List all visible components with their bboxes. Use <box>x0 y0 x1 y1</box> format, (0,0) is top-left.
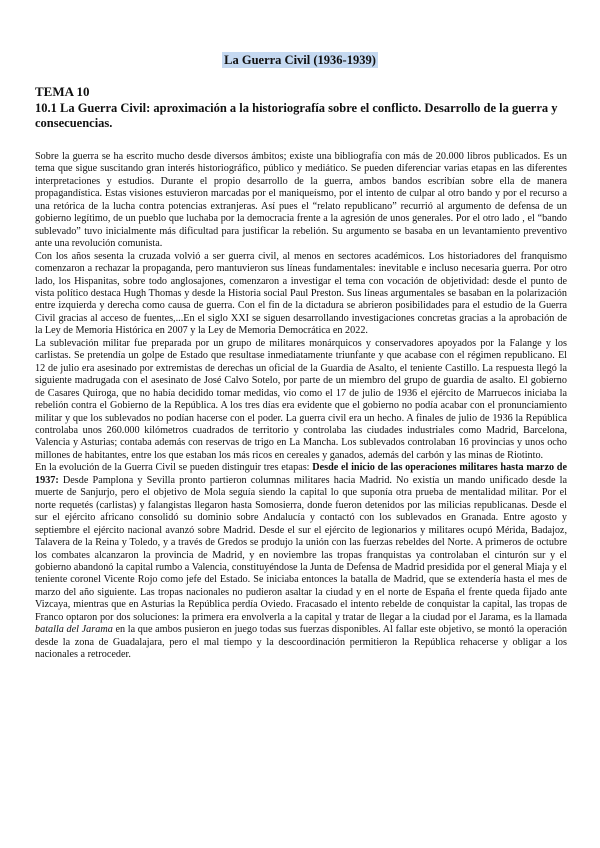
uprising-end-text: El 12 de julio era asesinado por extremistas de derechas un oficial de la Guardia de Asalto, el teniente Castillo. La respuesta llegó la siguiente madrugada con el asesinato de José Calvo Sotelo, por parte de un miembro del grupo de guardia de asalto. El gobierno de Casares Quiroga, que no había decidido tomar medidas, vio como el 17 de julio de 1936 el ejército de Marruecos iniciaba la rebelión contra el Gobierno de la República. A los tres días era evidente que el gobierno no podía acabar con el pronunciamiento militar y que los sublevados no podían hacerse con el poder. La guerra civil era un hecho. A finales de julio de 1936 la República controlaba unos 260.000 kilómetros cuadrados de territorio y controlaba las ciudades industriales como Madrid, Barcelona, Valencia y Asturias; contaba además con reservas de trigo en La Mancha. Los sublevados controlaban 16 provincias y unos ocho millones de habitantes, entre los que estaban los más ricos en cereales y ganados, además del carbón y las minas de Riotinto. <box>35 350 567 461</box>
document-body <box>35 151 567 662</box>
paragraph-historiography: Sobre la guerra se ha escrito mucho desde diversos ámbitos; existe una bibliografía con más de 20.000 libros publicados. Es un tema que sigue suscitando gran interés historiográfico, público y mediático. Se pueden diferenciar varias etapas en las diferentes interpretaciones y estudios. Durante el propio desarrollo de la guerra, ambos bandos escribían sobre ella de manera propagandística. Estas visiones estuvieron marcadas por el maniqueísmo, por el intento de culpar al otro bando y por el recurso a una retórica de la lucha contra potencias extranjeras. Así pues el “relato republicano” recurrió al argumento de defensa de un gobierno legítimo, de un pueblo que luchaba por la democracia frente a la agresión de unos generales. Por el otro lado , el “bando sublevado” tuvo inicialmente más dificultad para justificar la rebelión. Su argumento se basaba en un levantamiento preventivo ante una revolución comunista. <box>35 151 567 250</box>
stage-one-heading: Desde el inicio de las operaciones militares hasta marzo de 1937: <box>35 462 567 486</box>
jarama-battle-term: batalla del Jarama <box>35 624 113 636</box>
stages-text-2: en la que ambos pusieron en juego todas sus fuerzas disponibles. Al fallar este objetivo, se montó la operación desde la zona de Guadalajara, pero el mal tiempo y la descoordinación permitieron la República rehacerse y obligar a los nacionales a retroceder. <box>35 624 568 661</box>
title-wrap <box>0 51 600 69</box>
uprising-start-text: La sublevación militar fue preparada por un grupo de militares monárquicos y conservadores apoyados por la Falange y los carlistas. Se pretendía un golpe de Estado que resultase inmediatamente triunfante y que acabase con el régimen republicano. <box>35 337 567 362</box>
paragraph-stages <box>35 462 567 661</box>
stages-intro: En la evolución de la Guerra Civil se pueden distinguir tres etapas: <box>35 462 313 474</box>
document-title: La Guerra Civil (1936-1939) <box>224 53 376 67</box>
stages-text-1: Desde Pamplona y Sevilla pronto partieron columnas militares hacia Madrid. No existía un mando unificado desde la muerte de Sanjurjo, pero el objetivo de Mola seguía siendo la capital lo que suponía otra prueba de mentalidad militar. Por el norte requetés (carlistas) y falangistas llegaron hasta Somosierra, donde fueron detenidos por las milicias republicanas. Desde el sur el ejército africano consolidó su dominio sobre Andalucía y contactó con los sublevados en Granada. Entre agosto y septiembre el ejército nacional avanzó sobre Madrid. Desde el sur el ejército de legionarios y militares ocupó Mérida, Badajoz, Talavera de la Reina y Toledo, y a través de Gredos se produjo la unión con las fuerzas rebeldes del Norte. A primeros de octubre los combates alcanzaron la provincia de Madrid, y en noviembre las tropas franquistas ya controlaban el cinturón sur y el gobierno abandonó la capital rumbo a Valencia, constituyéndose la Junta de Defensa de Madrid presidida por el general Miaja y el teniente coronel Vicente Rojo como jefe del Estado. Se iniciaba entonces la batalla de Madrid, que se extendería hasta el mes de marzo del año siguiente. Las tropas nacionales no pudieron asaltar la ciudad y en el norte de España el frente queda fijado ante Vizcaya, mientras que en Asturias la República perdía Oviedo. Fracasado el intento rebelde de conquistar la capital, las tropas de Franco optaron por dos soluciones: la primera era envolverla a la capital y tratar de llegar a la ciudad por el Jarama, es la llamada <box>35 474 567 623</box>
section-subtitle: 10.1 La Guerra Civil: aproximación a la historiografía sobre el conflicto. Desarrollo de la guerra y consecuencias. <box>35 101 558 130</box>
paragraph-sixties: Con los años sesenta la cruzada volvió a ser guerra civil, al menos en sectores académicos. Los historiadores del franquismo comenzaron a rechazar la propaganda, pero mantuvieron sus líneas fundamentales: inevitable e incluso necesaria guerra. Por otro lado, los Hispanitas, sobre todo anglosajones, comenzaron a investigar el tema con vocación de objetividad: desde el punto de vista político destaca Hugh Thomas y desde la Historia social Paul Preston. Sus líneas argumentales se basaban en la polarización entre izquierda y derecha como causa de guerra. Con el fin de la dictadura se abrieron posibilidades para el estudio de la Guerra Civil gracias al acceso de fuentes,...En el siglo XXI se siguen desarrollando investigaciones concretas gracias a la aprobación de la Ley de Memoria Histórica en 2007 y la Ley de Memoria Democrática en 2022. <box>35 250 567 337</box>
tema-heading: TEMA 10 <box>35 84 90 99</box>
paragraph-uprising <box>35 338 567 463</box>
